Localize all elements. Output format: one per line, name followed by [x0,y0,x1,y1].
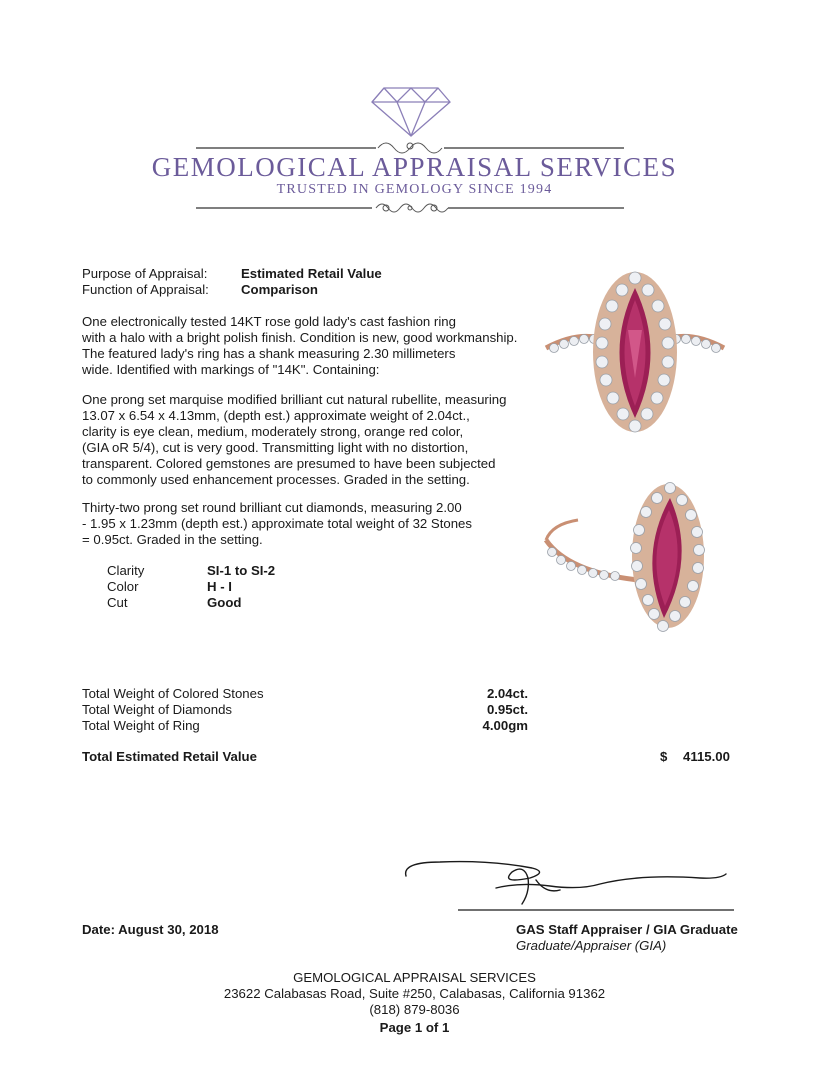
diamond-logo-icon [370,86,452,138]
diamonds-line: - 1.95 x 1.23mm (depth est.) approximate total weight of 32 Stones [82,516,472,531]
total-value: 0.95ct. [486,702,528,717]
grade-value: SI-1 to SI-2 [207,563,276,578]
center-stone-line: (GIA oR 5/4), cut is very good. Transmitting light with no distortion, [82,440,469,455]
center-stone-line: One prong set marquise modified brilliant cut natural rubellite, measuring [82,392,507,407]
appraiser-signature [400,852,740,914]
function-value: Comparison [241,282,318,297]
total-label: Total Weight of Ring [82,718,200,733]
appraiser-subtitle: Graduate/Appraiser (GIA) [516,938,667,953]
page-number: Page 1 of 1 [379,1020,450,1035]
grade-value: Good [207,595,242,610]
retail-value-label: Total Estimated Retail Value [82,749,257,764]
appraisal-date: Date: August 30, 2018 [82,922,219,937]
center-stone-line: 13.07 x 6.54 x 4.13mm, (depth est.) approximate weight of 2.04ct., [82,408,470,423]
footer-address: 23622 Calabasas Road, Suite #250, Calabasas, California 91362 [223,986,606,1001]
grade-label: Color [107,579,139,594]
total-label: Total Weight of Colored Stones [82,686,264,701]
purpose-value: Estimated Retail Value [241,266,382,281]
purpose-label: Purpose of Appraisal: [82,266,208,281]
currency-symbol: $ [660,749,668,764]
grade-label: Clarity [107,563,145,578]
total-label: Total Weight of Diamonds [82,702,233,717]
ring-photo-top [540,268,730,438]
grade-label: Cut [107,595,128,610]
description-line: wide. Identified with markings of "14K". Containing: [82,362,380,377]
center-stone-line: transparent. Colored gemstones are presumed to have been subjected [82,456,496,471]
ring-photo-bottom [538,480,728,640]
appraiser-title: GAS Staff Appraiser / GIA Graduate [516,922,738,937]
total-value: 4.00gm [482,718,528,733]
center-stone-line: clarity is eye clean, medium, moderately strong, orange red color, [82,424,464,439]
diamonds-line: = 0.95ct. Graded in the setting. [82,532,263,547]
diamonds-line: Thirty-two prong set round brilliant cut diamonds, measuring 2.00 [82,500,462,515]
logo-bottom-rule [196,198,624,218]
footer-phone: (818) 879-8036 [369,1002,460,1017]
retail-value-amount: 4115.00 [683,749,730,764]
logo-tagline: TRUSTED IN GEMOLOGY SINCE 1994 [276,182,553,197]
description-line: One electronically tested 14KT rose gold lady's cast fashion ring [82,314,456,329]
function-label: Function of Appraisal: [82,282,209,297]
description-line: The featured lady's ring has a shank measuring 2.30 millimeters [82,346,456,361]
logo-title: GEMOLOGICAL APPRAISAL SERVICES [151,152,678,182]
description-line: with a halo with a bright polish finish. Condition is new, good workmanship. [82,330,518,345]
grade-value: H - I [207,579,232,594]
center-stone-line: to commonly used enhancement processes. Graded in the setting. [82,472,470,487]
total-value: 2.04ct. [486,686,528,701]
footer-company: GEMOLOGICAL APPRAISAL SERVICES [293,970,536,985]
